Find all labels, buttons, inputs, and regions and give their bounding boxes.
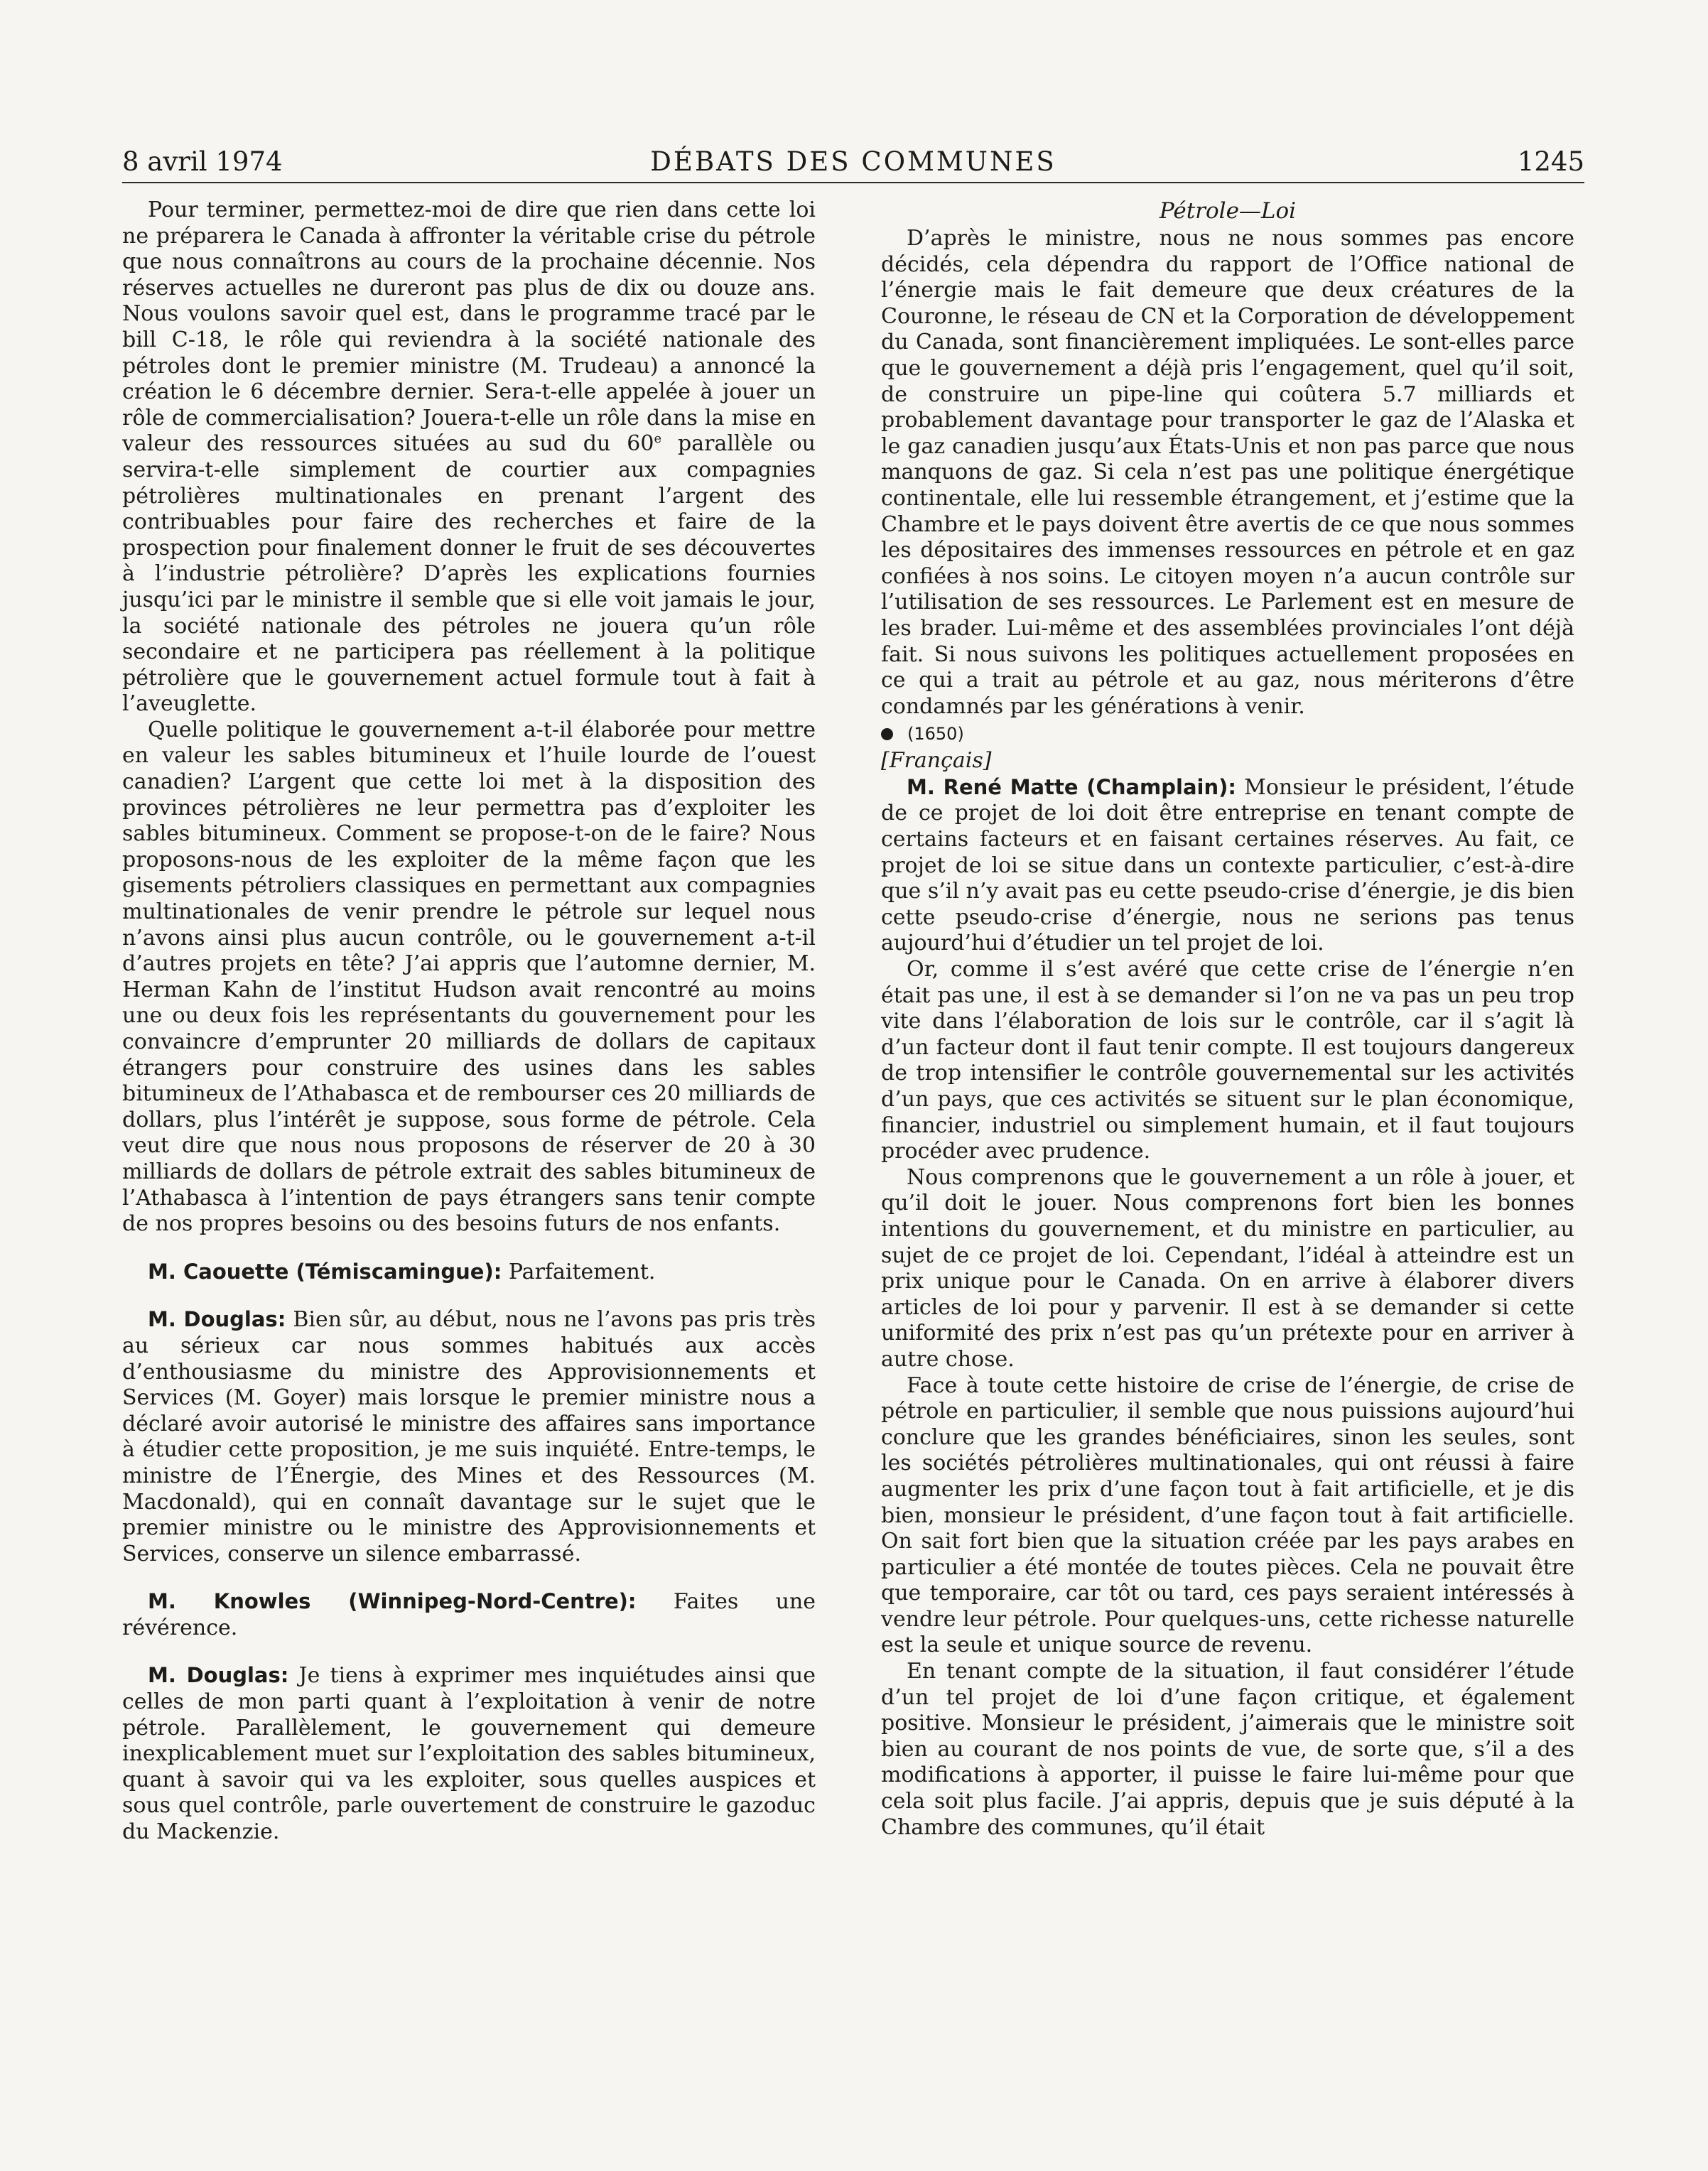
paragraph: Quelle politique le gouvernement a-t-il élaborée pour mettre en valeur les sables bitumineux et l’huile lourde de l’ouest canadien? L’argent que cette loi met à la disposition des provinces pétrolières ne leur permettra pas d’exploiter les sables bitumineux. Comment se propose-t-on de le faire? Nous proposons-nous de les exploiter de la même façon que les gisements pétroliers classiques en permettant aux compagnies multinationales de venir prendre le pétrole sur lequel nous n’avons ainsi plus aucun contrôle, ou le gouvernement a-t-il d’autres projets en tête? J’ai appris que l’automne dernier, M. Herman Kahn de l’institut Hudson avait rencontré au moins une ou deux fois les représentants du gouvernement pour les convaincre d’emprunter 20 milliards de dollars de capitaux étrangers pour construire des usines dans les sables bitumineux de l’Athabasca et de rembourser ces 20 milliards de dollars, plus l’intérêt je suppose, sous forme de pétrole. Cela veut dire que nous nous proposons de réserver de 20 à 30 milliards de dollars de pétrole extrait des sables bitumineux de l’Athabasca à l’intention de pays étrangers sans tenir compte de nos propres besoins ou des besoins futurs de nos enfants. — [122, 717, 816, 1237]
paragraph: Face à toute cette histoire de crise de l’énergie, de crise de pétrole en particulier, il semble que nous puissions aujourd’hui conclure que les grandes bénéficiaires, sinon les seules, sont les sociétés pétrolières multinationales, qui ont réussi à faire augmenter les prix d’une façon tout à fait artificielle, et je dis bien, monsieur le président, d’une façon tout à fait artificielle. On sait fort bien que la situation créée par les pays arabes en particulier a été montée de toutes pièces. Cela ne pouvait être que temporaire, car tôt ou tard, ces pays seraient intéressés à vendre leur pétrole. Pour quelques-uns, cette richesse naturelle est la seule et unique source de revenu. — [881, 1373, 1574, 1658]
speaker-name: M. Douglas: — [148, 1307, 286, 1332]
speaker-name: M. Knowles (Winnipeg-Nord-Centre): — [148, 1589, 637, 1614]
speaker-name: M. Douglas: — [148, 1663, 289, 1688]
page-number: 1245 — [1517, 146, 1584, 177]
speech: M. Douglas: Bien sûr, au début, nous ne l’avons pas pris très au sérieux car nous sommes habitués aux accès d’enthousiasme du ministre des Approvisionnements et Services (M. Goyer) mais lorsque le premier ministre nous a déclaré avoir autorisé le ministre des affaires sans importance à étudier cette proposition, je me suis inquiété. Entre-temps, le ministre de l’Énergie, des Mines et des Ressources (M. Macdonald), qui en connaît davantage sur le sujet que le premier ministre ou le ministre des Approvisionnements et Services, conserve un silence embarrassé. — [122, 1307, 816, 1566]
running-head: Pétrole—Loi — [1159, 198, 1297, 224]
language-marker: [Français] — [881, 748, 992, 774]
paragraph: Nous comprenons que le gouvernement a un rôle à jouer, et qu’il doit le jouer. Nous comprenons fort bien les bonnes intentions du gouvernement, et du ministre en particulier, au sujet de ce projet de loi. Cependant, l’idéal à atteindre est un prix unique pour le Canada. On en arrive à élaborer divers articles de loi pour y parvenir. Il est à se demander si cette uniformité des prix n’est pas qu’un prétexte pour en arriver à autre chose. — [881, 1164, 1574, 1372]
right-column — [881, 197, 1574, 1841]
paragraph: Pour terminer, permettez-moi de dire que rien dans cette loi ne préparera le Canada à affronter la véritable crise du pétrole que nous connaîtrons au cours de la prochaine décennie. Nos réserves actuelles ne dureront pas plus de dix ou douze ans. Nous voulons savoir quel est, dans le programme tracé par le bill C-18, le rôle qui reviendra à la société nationale des pétroles dont le premier ministre (M. Trudeau) a annoncé la création le 6 décembre dernier. Sera-t-elle appelée à jouer un rôle de commercialisation? Jouera-t-elle un rôle dans la mise en valeur des ressources situées au sud du 60e parallèle ou servira-t-elle simplement de courtier aux compagnies pétrolières multinationales en prenant l’argent des contribuables pour faire des recherches et faire de la prospection pour finalement donner le fruit de ses découvertes à l’industrie pétrolière? D’après les explications fournies jusqu’ici par le ministre il semble que si elle voit jamais le jour, la société nationale des pétroles ne jouera qu’un rôle secondaire et ne participera pas réellement à la politique pétrolière que le gouvernement actuel formule tout à fait à l’aveuglette. — [122, 197, 816, 717]
header-date: 8 avril 1974 — [122, 146, 283, 177]
left-column — [122, 197, 816, 1846]
bullet-icon — [881, 728, 893, 740]
speech: M. René Matte (Champlain): Monsieur le président, l’étude de ce projet de loi doit être entreprise en tenant compte de certains facteurs et en faisant certaines réserves. Au fait, ce projet de loi se situe dans un contexte particulier, c’est-à-dire que s’il n’y avait pas eu cette pseudo-crise d’énergie, je dis bien cette pseudo-crise d’énergie, nous ne serions pas tenus aujourd’hui d’étudier un tel projet de loi. — [881, 774, 1574, 956]
header-title: DÉBATS DES COMMUNES — [650, 146, 1056, 177]
paragraph: En tenant compte de la situation, il faut considérer l’étude d’un tel projet de loi d’une façon critique, et également positive. Monsieur le président, j’aimerais que le ministre soit bien au courant de nos points de vue, de sorte que, s’il a des modifications à apporter, il puisse le faire lui-même pour que cela soit plus facile. J’ai appris, depuis que je suis député à la Chambre des communes, qu’il était — [881, 1659, 1574, 1840]
paragraph: D’après le ministre, nous ne nous sommes pas encore décidés, cela dépendra du rapport de l’Office national de l’énergie mais le fait demeure que deux créatures de la Couronne, le réseau de CN et la Corporation de développement du Canada, sont financièrement impliquées. Le sont-elles parce que le gouvernement a déjà pris l’engagement, quel qu’il soit, de construire un pipe-line qui coûtera 5.7 milliards et probablement davantage pour transporter le gaz de l’Alaska et le gaz canadien jusqu’aux États-Unis et non pas parce que nous manquons de gaz. Si cela n’est pas une politique énergétique continentale, elle lui ressemble étrangement, et j’estime que la Chambre et le pays doivent être avertis de ce que nous sommes les dépositaires des immenses ressources en pétrole et en gaz confiées à nos soins. Le citoyen moyen n’a aucun contrôle sur l’utilisation de ses ressources. Le Parlement est en mesure de les brader. Lui-même et des assemblées provinciales l’ont déjà fait. Si nous suivons les politiques actuellement proposées en ce qui a trait au pétrole et au gaz, nous mériterons d’être condamnés par les générations à venir. — [881, 226, 1574, 719]
page-header — [122, 142, 1584, 183]
speech: M. Knowles (Winnipeg-Nord-Centre): Faites une révérence. — [122, 1589, 816, 1640]
time-marker: (1650) — [881, 720, 1574, 748]
speech: M. Douglas: Je tiens à exprimer mes inquiétudes ainsi que celles de mon parti quant à l’exploitation à venir de notre pétrole. Parallèlement, le gouvernement qui demeure inexplicablement muet sur l’exploitation des sables bitumineux, quant à savoir qui va les exploiter, sous quelles auspices et sous quel contrôle, parle ouvertement de construire le gazoduc du Mackenzie. — [122, 1663, 816, 1845]
speaker-name: M. Caouette (Témiscamingue): — [148, 1259, 502, 1284]
paragraph: Or, comme il s’est avéré que cette crise de l’énergie n’en était pas une, il est à se demander si l’on ne va pas un peu trop vite dans l’élaboration de lois sur le contrôle, car il s’agit là d’un facteur dont il faut tenir compte. Il est toujours dangereux de trop intensifier le contrôle gouvernemental sur les activités d’un pays, que ces activités se situent sur le plan économique, financier, industriel ou simplement humain, et il faut toujours procéder avec prudence. — [881, 957, 1574, 1164]
speaker-name: M. René Matte (Champlain): — [907, 774, 1236, 799]
speech: M. Caouette (Témiscamingue): Parfaitement. — [148, 1259, 656, 1284]
